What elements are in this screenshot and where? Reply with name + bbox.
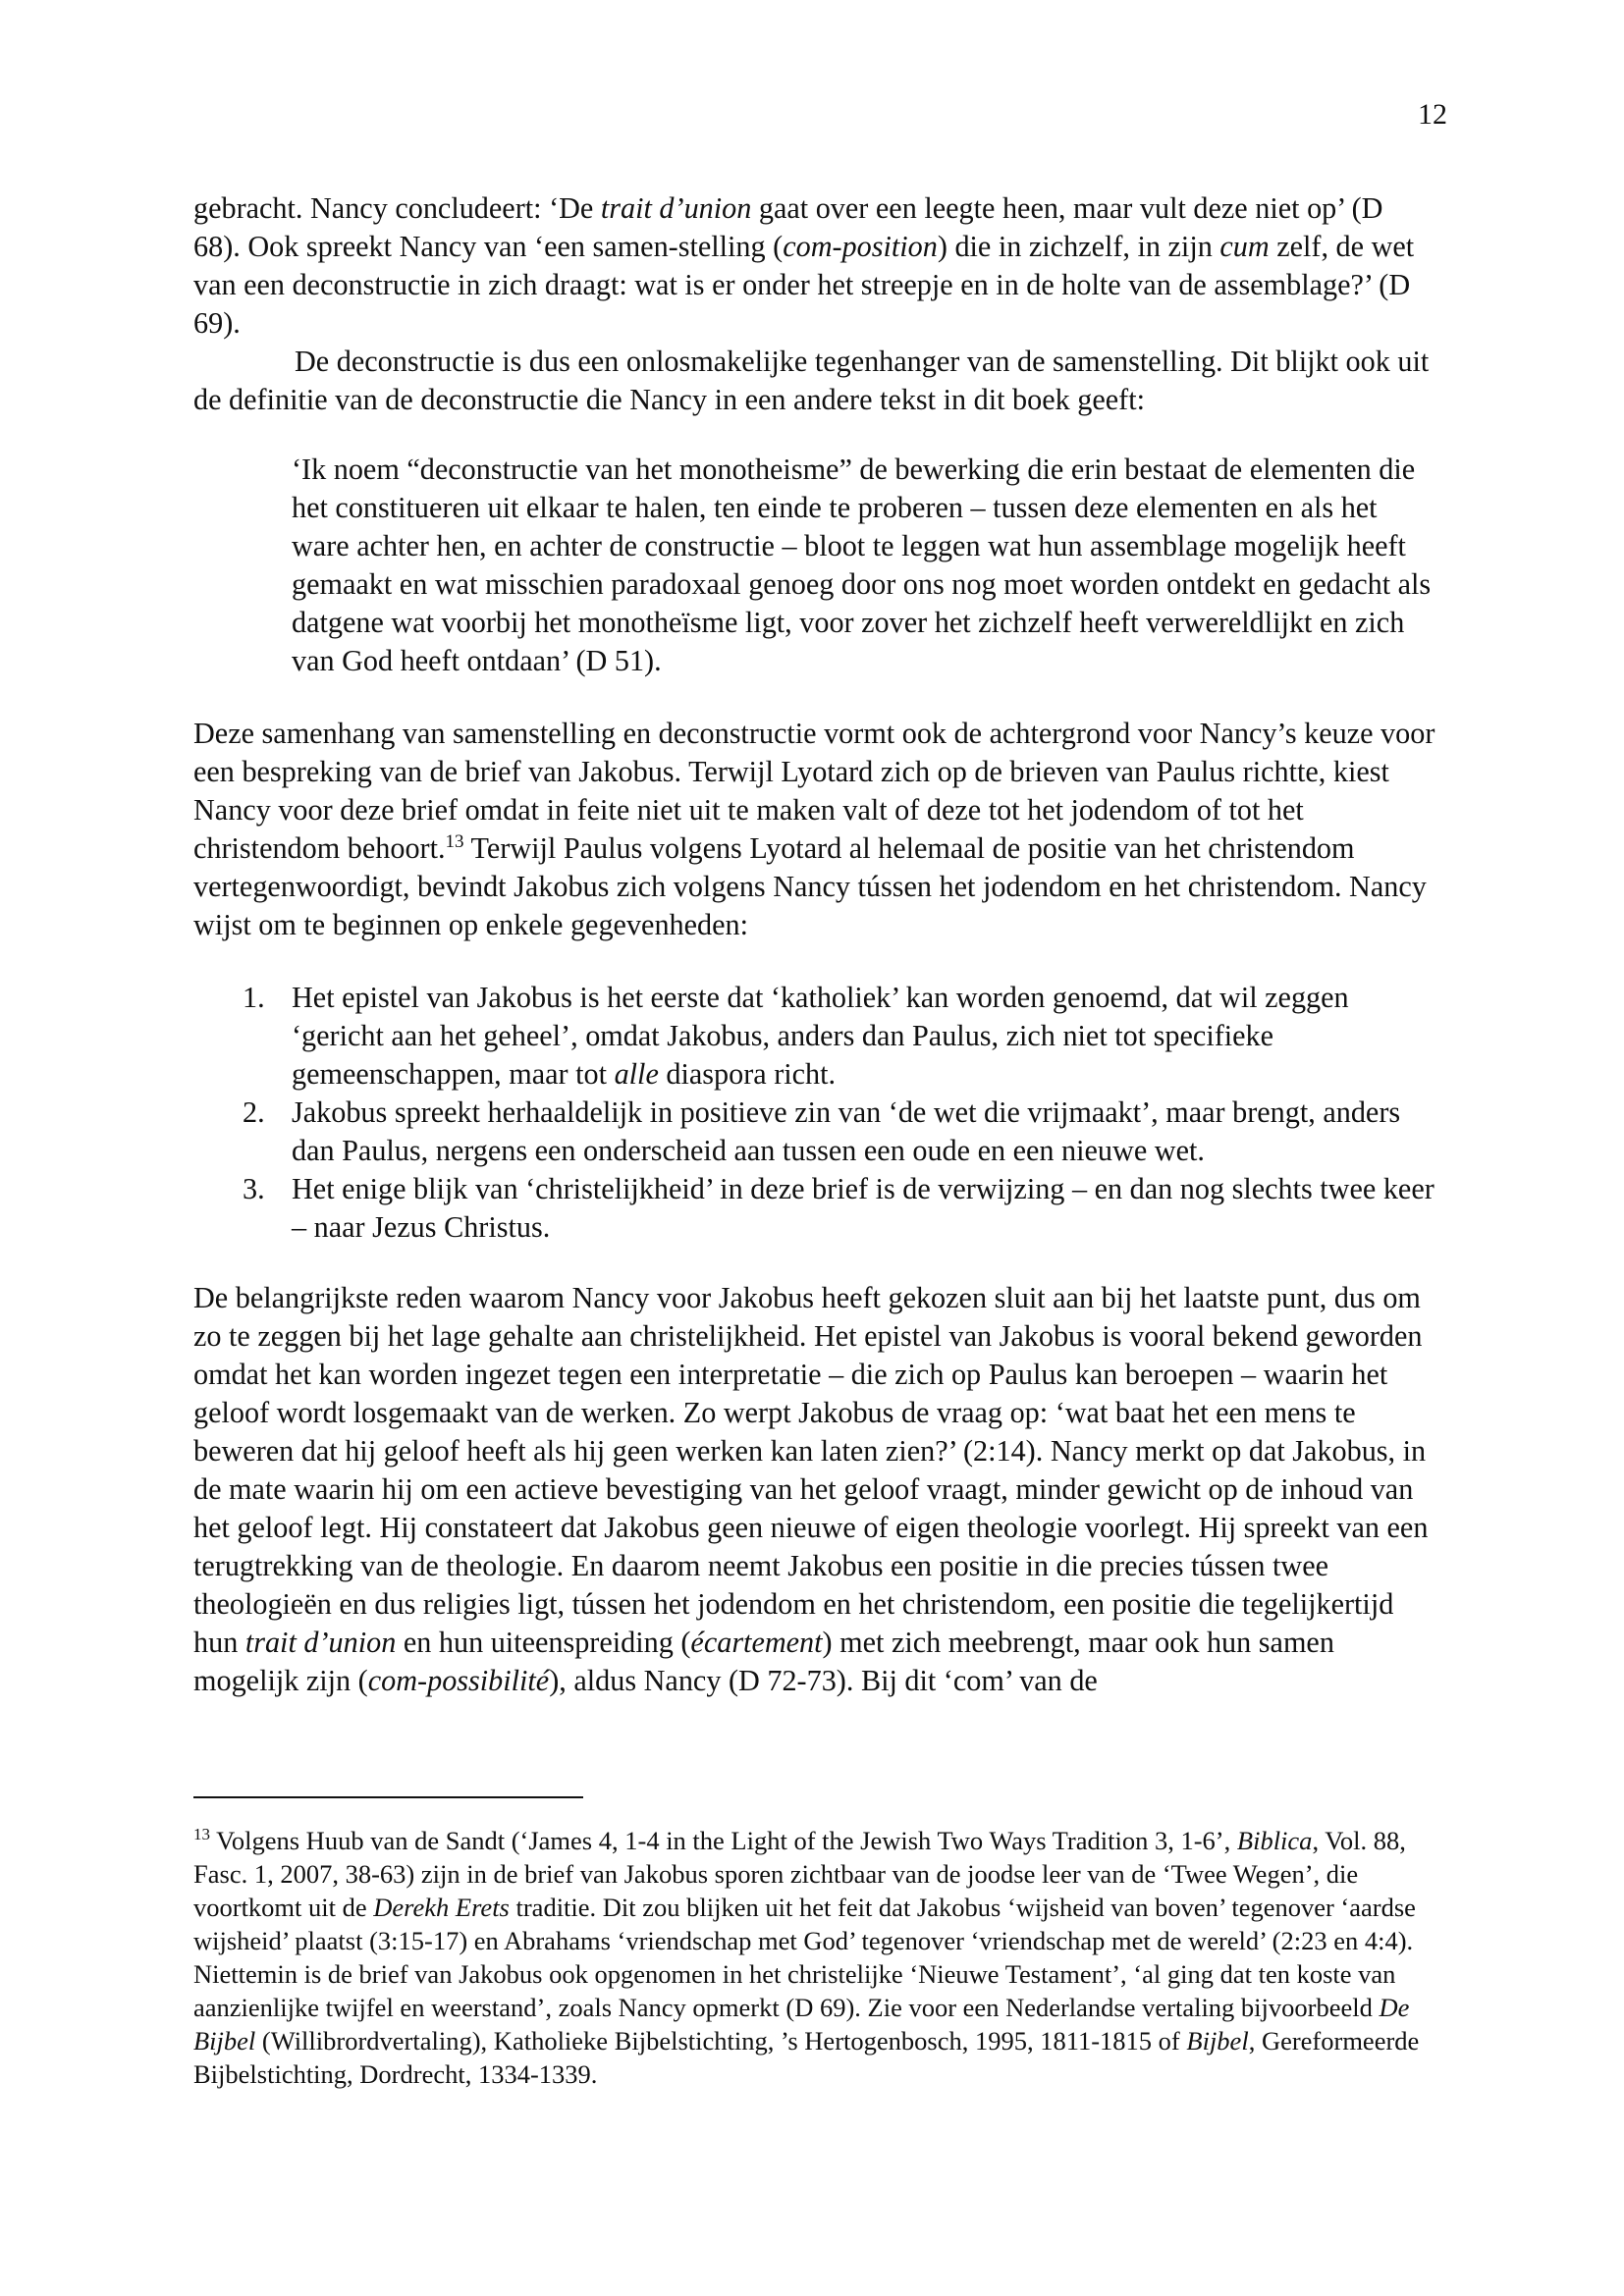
text-run: gebracht. Nancy concludeert: ‘De bbox=[193, 191, 601, 225]
emphasis: Derekh Erets bbox=[373, 1893, 510, 1922]
list-number: 3. bbox=[243, 1172, 265, 1205]
list-item bbox=[193, 1170, 1435, 1247]
text-run: gaat over een leegte heen, maar vult deze niet op’ (D 68). Ook spreekt Nancy van ‘een samen-stelling ( bbox=[193, 191, 1383, 263]
text-run: ), aldus Nancy (D 72-73). Bij dit ‘com’ van de bbox=[549, 1664, 1098, 1697]
footnote-ref: 13 bbox=[193, 1825, 210, 1844]
paragraph bbox=[193, 715, 1435, 944]
footnote-ref: 13 bbox=[445, 830, 464, 852]
text-run: (Willibrordvertaling), Katholieke Bijbelstichting, ’s Hertogenbosch, 1995, 1811-1815 of bbox=[255, 2026, 1187, 2056]
text-run: Volgens Huub van de Sandt (‘James 4, 1-4 in the Light of the Jewish Two Ways Tradition 3, 1-6’, bbox=[210, 1826, 1237, 1855]
numbered-list bbox=[193, 979, 1435, 1247]
list-item-text bbox=[292, 1172, 1435, 1244]
list-item bbox=[193, 1094, 1435, 1170]
emphasis: com-possibilité bbox=[367, 1664, 550, 1697]
list-item bbox=[193, 979, 1435, 1094]
paragraph bbox=[193, 1279, 1435, 1700]
list-number: 1. bbox=[243, 981, 265, 1014]
text-run: ) met zich meebrengt, maar ook hun samen mogelijk zijn ( bbox=[193, 1626, 1334, 1697]
paragraph bbox=[193, 189, 1435, 343]
text-run: De belangrijkste reden waarom Nancy voor Jakobus heeft gekozen sluit aan bij het laatste punt, dus om zo te zeggen bij het lage gehalte aan christelijkheid. Het epistel van Jakobus is vooral bekend geworden omdat het kan worden ingezet tegen een interpretatie – die zich op Paulus kan beroepen – waarin het geloof wordt losgemaakt van de werken. Zo werpt Jakobus de vraag op: ‘wat baat het een mens te beweren dat hij geloof heeft als hij geen werken kan laten zien?’ (2:14). Nancy merkt op dat Jakobus, in de mate waarin hij om een actieve bevestiging van het geloof vraagt, minder gewicht op de inhoud van het geloof legt. Hij constateert dat Jakobus geen nieuwe of eigen theologie voorlegt. Hij spreekt van een terugtrekking van de theologie. En daarom neemt Jakobus een positie in die precies tússen twee theologieën en dus religies ligt, tússen het jodendom en het christendom, een positie die tegelijkertijd hun bbox=[193, 1281, 1429, 1659]
text-run: Het enige blijk van ‘christelijkheid’ in deze brief is de verwijzing – en dan nog slechts twee keer – naar Jezus Christus. bbox=[292, 1172, 1435, 1244]
text-run: Terwijl Paulus volgens Lyotard al helemaal de positie van het christendom vertegenwoordigt, bevindt Jakobus zich volgens Nancy tússen het jodendom en het christendom. Nancy wijst om te beginnen op enkele gegevenheden: bbox=[193, 831, 1427, 941]
body-text bbox=[193, 189, 1435, 1700]
footnote-separator bbox=[193, 1796, 583, 1798]
text-run: en hun uiteenspreiding ( bbox=[396, 1626, 691, 1659]
text-run: Het epistel van Jakobus is het eerste dat ‘katholiek’ kan worden genoemd, dat wil zeggen ‘gericht aan het geheel’, omdat Jakobus, anders dan Paulus, zich niet tot specifieke gemeenschappen, maar tot bbox=[292, 981, 1349, 1091]
footnote bbox=[193, 1824, 1435, 2091]
block-quote bbox=[292, 451, 1435, 680]
emphasis: De Bijbel bbox=[193, 1993, 1410, 2056]
list-item-text bbox=[292, 1095, 1400, 1167]
text-run: Deze samenhang van samenstelling en deconstructie vormt ook de achtergrond voor Nancy’s keuze voor een bespreking van de brief van Jakobus. Terwijl Lyotard zich op de brieven van Paulus richtte, kiest Nancy voor deze brief omdat in feite niet uit te maken valt of deze tot het jodendom of tot het christendom behoort. bbox=[193, 717, 1435, 865]
text-run: traditie. Dit zou blijken uit het feit dat Jakobus ‘wijsheid van boven’ tegenover ‘aardse wijsheid’ plaatst (3:15-17) en Abrahams ‘vriendschap met God’ tegenover ‘vriendschap met de wereld’ (2:23 en 4:4). Niettemin is de brief van Jakobus ook opgenomen in het christelijke ‘Nieuwe Testament’, ‘al ging dat ten koste van aanzienlijke twijfel en weerstand’, zoals Nancy opmerkt (D 69). Zie voor een Nederlandse vertaling bijvoorbeeld bbox=[193, 1893, 1416, 2022]
emphasis: écartement bbox=[690, 1626, 823, 1659]
emphasis: Biblica bbox=[1236, 1826, 1313, 1855]
text-run: diaspora richt. bbox=[658, 1057, 837, 1091]
text-run: , Gereformeerde Bijbelstichting, Dordrecht, 1334-1339. bbox=[193, 2026, 1420, 2089]
text-run: De deconstructie is dus een onlosmakelijke tegenhanger van de samenstelling. Dit blijkt ook uit de definitie van de deconstructie die Nancy in een andere tekst in dit boek geeft: bbox=[193, 345, 1430, 416]
list-item-text bbox=[292, 981, 1349, 1091]
text-run: , Vol. 88, Fasc. 1, 2007, 38-63) zijn in de brief van Jakobus sporen zichtbaar van de joodse leer van de ‘Twee Wegen’, die voortkomt uit de bbox=[193, 1826, 1406, 1922]
paragraph bbox=[193, 343, 1435, 419]
text-run: ) die in zichzelf, in zijn bbox=[937, 230, 1220, 263]
emphasis: trait d’union bbox=[244, 1626, 397, 1659]
text-run: Jakobus spreekt herhaaldelijk in positieve zin van ‘de wet die vrijmaakt’, maar brengt, anders dan Paulus, nergens een onderscheid aan tussen een oude en een nieuwe wet. bbox=[292, 1095, 1401, 1167]
emphasis: alle bbox=[614, 1057, 659, 1091]
page-number: 12 bbox=[1418, 98, 1447, 131]
text-run: zelf, de wet van een deconstructie in zich draagt: wat is er onder het streepje en in de holte van de assemblage?’ (D 69). bbox=[193, 230, 1415, 340]
emphasis: cum bbox=[1219, 230, 1270, 263]
emphasis: com-position bbox=[783, 230, 938, 263]
emphasis: Bijbel bbox=[1186, 2026, 1249, 2056]
text-run: ‘Ik noem “deconstructie van het monotheisme” de bewerking die erin bestaat de elementen die het constitueren uit elkaar te halen, ten einde te proberen – tussen deze elementen en als het ware achter hen, en achter de constructie – bloot te leggen wat hun assemblage mogelijk heeft gemaakt en wat misschien paradoxaal genoeg door ons nog moet worden ontdekt en gedacht als datgene wat voorbij het monotheïsme ligt, voor zover het zichzelf heeft verwereldlijkt en zich van God heeft ontdaan’ (D 51). bbox=[292, 453, 1432, 677]
list-number: 2. bbox=[243, 1095, 265, 1129]
emphasis: trait d’union bbox=[600, 191, 752, 225]
